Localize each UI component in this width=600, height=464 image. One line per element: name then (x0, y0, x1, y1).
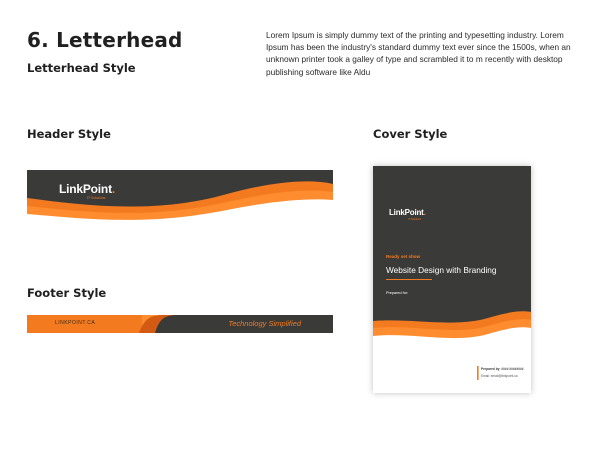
cover-logo (389, 200, 426, 221)
header-banner (27, 170, 333, 230)
footer-tagline-text: Technology Simplified (228, 319, 301, 328)
header-logo (59, 178, 115, 200)
logo-dot: . (111, 182, 116, 196)
page-title: 6. Letterhead (27, 28, 183, 52)
footer-banner (27, 315, 333, 333)
logo-wordmark: LinkPoint (59, 182, 112, 196)
footer-website-text: LINKPOINT.CA (55, 320, 96, 326)
description-paragraph: Lorem Ipsum is simply dummy text of the printing and typesetting industry. Lorem Ipsum has been the industry's standard dummy text ever since the 1500s, when an unknown printer took a galley of type and scrambled it to m recently with desktop publishing software like Aldu (266, 30, 571, 77)
cover-email: Email: email@linkpoint.ca (481, 374, 518, 378)
logo-tagline: IT Solutions (87, 196, 106, 200)
cover-page (373, 166, 531, 393)
cover-prepared-for: Prepared for: (386, 291, 409, 295)
cover-heading-underline (386, 279, 432, 280)
cover-kicker: Ready set show (386, 254, 421, 259)
cover-prepared-by: Prepared by: #### ######## (481, 367, 524, 371)
page-subtitle: Letterhead Style (27, 61, 136, 75)
footer-style-label: Footer Style (27, 286, 107, 300)
header-style-label: Header Style (27, 127, 111, 141)
cover-style-label: Cover Style (373, 127, 448, 141)
cover-logo-wordmark: LinkPoint (389, 208, 424, 217)
cover-logo-dot: . (423, 208, 426, 217)
cover-heading: Website Design with Branding (386, 265, 497, 275)
cover-logo-tagline: IT Solutions (408, 218, 422, 221)
